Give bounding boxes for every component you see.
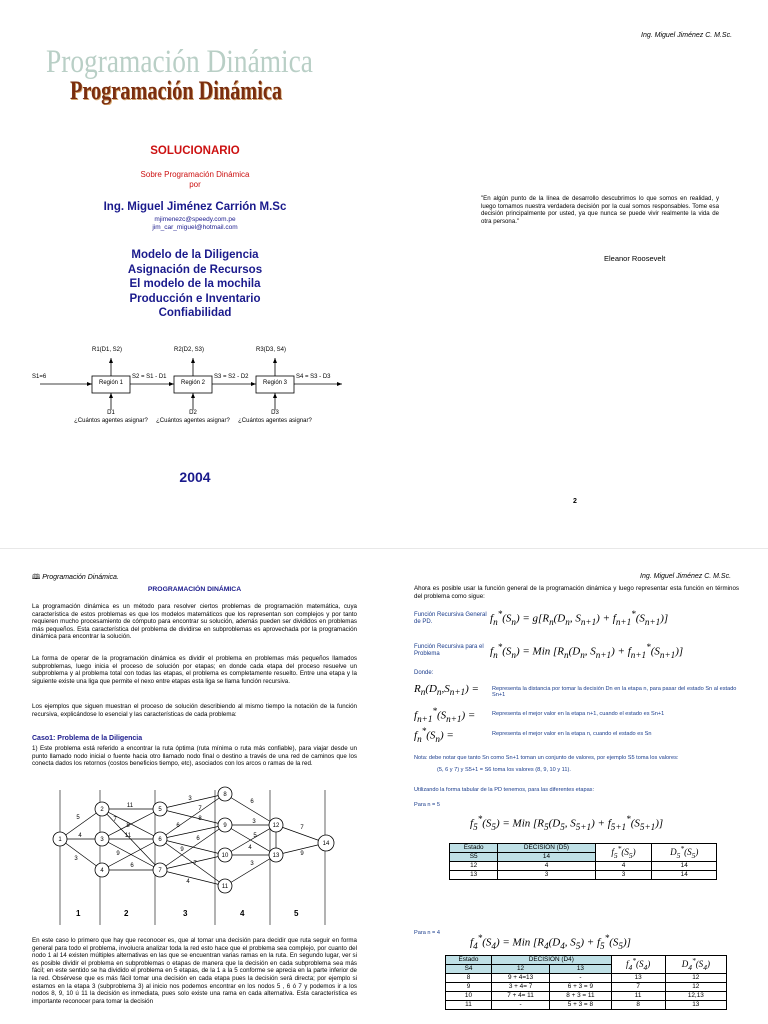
- arc-weight: 5: [76, 815, 80, 821]
- network-node: 12: [272, 823, 280, 829]
- symbol-f-next: $f_{n+1}^*(S_{n+1})$ =: [414, 706, 476, 724]
- region-box: Región 3: [262, 380, 288, 386]
- network-node: 7: [158, 868, 162, 874]
- page3-para2: La forma de operar de la programación dinámica es dividir el problema en problemas más pequeños llamados subproblemas, luego inicia el proceso de solución por etapas; en donde cada etapa del proceso resuelve un subproblema y al problema total con todas las etapas, el problema es completamente resuelto. Entre una etapa y la siguiente existe una liga que permite el nexo entre etapas esta liga se llama función recursiva.: [32, 655, 357, 685]
- cover-author: Ing. Miguel Jiménez Carrión M.Sc: [103, 201, 287, 213]
- network-node: 13: [272, 853, 280, 859]
- arc-weight: 6: [176, 823, 180, 829]
- th-decision: DECISION (D5): [498, 844, 595, 853]
- cover-year: 2004: [179, 469, 211, 485]
- return-label: R3(D3, S4): [256, 347, 287, 353]
- table-row: [446, 983, 727, 992]
- cell: 5 + 3 = 8: [550, 1001, 611, 1010]
- network-node: 5: [158, 807, 162, 813]
- tabular-intro: Utilizando la forma tabular de la PD tenemos, para las diferentes etapas:: [414, 787, 595, 793]
- arc-weight: 3: [188, 796, 192, 802]
- network-node: 2: [100, 807, 104, 813]
- cell: 12: [665, 983, 726, 992]
- decision-question: ¿Cuántos agentes asignar?: [156, 418, 230, 424]
- th-f4: $f_4^*(S_4)$: [611, 956, 665, 974]
- return-label: R2(D2, S3): [174, 347, 205, 353]
- arc-weight: 9: [300, 851, 304, 857]
- table-row: [450, 871, 717, 880]
- quote-text: "En algún punto de la línea de desarrollo descubrimos lo que somos en realidad, y luego tomamos nuestra verdadera decisión por la cual somos responsables. Tome esa decisión principalmente por usted, ya que nunca se puede vivir realmente la vida de otra persona.": [481, 195, 719, 225]
- stage-label: 2: [124, 909, 129, 918]
- initial-state-label: S1=6: [32, 374, 47, 380]
- cell: 11: [611, 992, 665, 1001]
- page4-intro: Ahora es posible usar la función general de la programación dinámica y luego representar esta función en términos del problema como sigue:: [414, 585, 739, 600]
- transition-label: S4 = S3 - D3: [296, 374, 331, 380]
- cell: 6 + 3 = 9: [550, 983, 611, 992]
- n4-label: Para n = 4: [414, 930, 440, 936]
- table-row: [446, 992, 727, 1001]
- arc-weight: 7: [198, 806, 202, 812]
- arc-weight: 3: [252, 819, 256, 825]
- th-col: 12: [491, 965, 549, 974]
- cell: 7 + 4= 11: [491, 992, 549, 1001]
- page3-heading: PROGRAMACIÓN DINÁMICA: [147, 586, 242, 593]
- arc-weight: 3: [74, 856, 78, 862]
- topic-item: Producción e Inventario: [129, 292, 261, 305]
- cell: 9 + 4=13: [491, 974, 549, 983]
- network-diagram: [30, 785, 350, 925]
- formula-problem: $f_n^*(S_n)$ = Min [$R_n(D_n$, $S_{n+1}) + f_{n+1}^*(S_{n+1})$]: [490, 642, 684, 660]
- topic-item: Confiabilidad: [158, 307, 232, 320]
- book-icon: 🕮: [32, 574, 41, 581]
- cell: 11: [446, 1001, 492, 1010]
- decision-label: D1: [107, 410, 115, 416]
- cell: 12,13: [665, 992, 726, 1001]
- network-node: 11: [221, 884, 229, 890]
- arc-weight: 6: [130, 863, 134, 869]
- th-decision-sub: 14: [498, 853, 595, 862]
- quote-author: Eleanor Roosevelt: [604, 254, 666, 263]
- transition-label: S2 = S1 - D1: [132, 374, 167, 380]
- n5-label: Para n = 5: [414, 802, 440, 808]
- decision-question: ¿Cuántos agentes asignar?: [238, 418, 312, 424]
- page4-header: Ing. Miguel Jiménez C. M.Sc.: [640, 573, 732, 580]
- cover-subtitle: Sobre Programación Dinámica: [140, 170, 250, 179]
- def-f-next: Representa el mejor valor en la etapa n+1, cuando el estado es Sn+1: [492, 711, 665, 717]
- table-row: [450, 862, 717, 871]
- th-d4: $D_4^*(S_4)$: [665, 956, 726, 974]
- cell: 13: [450, 871, 498, 880]
- decision-label: D2: [189, 410, 197, 416]
- cell: -: [550, 974, 611, 983]
- cell: 4: [498, 862, 595, 871]
- cell: 12: [665, 974, 726, 983]
- arc-weight: 8: [198, 816, 202, 822]
- page3-para1: La programación dinámica es un método para resolver ciertos problemas de programación matemática, cuya característica de estos problemas es que los modelos matemáticos que los representan son complejos y por tanto requieren mucho procesamiento de cómputo para encontrar su solución, además pueden ser divididos en problemas más pequeños. Esta característica del problema de dividirse en subproblemas es aprovechada por la programación dinámica para encontrar la solución.: [32, 603, 357, 641]
- table-n4: [445, 955, 727, 1010]
- topic-item: El modelo de la mochila: [129, 278, 261, 291]
- region-box: Región 2: [180, 380, 206, 386]
- def-f: Representa el mejor valor en la etapa n, cuando el estado es Sn: [492, 731, 652, 737]
- arc-weight: 4: [78, 833, 82, 839]
- cell: 3: [595, 871, 652, 880]
- label-problem-recursive: Función Recursiva para el Problema: [414, 644, 484, 657]
- th-d5: $D_5^*(S_5)$: [652, 844, 717, 862]
- page-number: 2: [573, 498, 577, 505]
- stage-label: 1: [76, 909, 81, 918]
- cell: 7: [611, 983, 665, 992]
- arc-weight: 8: [126, 823, 130, 829]
- arc-weight: 6: [196, 836, 200, 842]
- th-state-sub: S4: [446, 965, 492, 974]
- arc-weight: 7: [300, 825, 304, 831]
- logo-front-text: Programación Dinámica: [70, 76, 282, 105]
- network-node: 14: [322, 841, 330, 847]
- network-node: 9: [223, 823, 227, 829]
- th-decision: DECISION (D4): [491, 956, 611, 965]
- network-node: 4: [100, 868, 104, 874]
- topic-item: Asignación de Recursos: [127, 263, 263, 276]
- cell: 10: [446, 992, 492, 1001]
- network-node: 6: [158, 837, 162, 843]
- label-general-recursive: Función Recursiva General de PD.: [414, 612, 487, 625]
- th-state: Estado: [446, 956, 492, 965]
- th-f5: $f_5^*(S_5)$: [595, 844, 652, 862]
- arc-weight: 4: [186, 879, 190, 885]
- arc-weight: 9: [180, 847, 184, 853]
- cell: 3 + 4= 7: [491, 983, 549, 992]
- network-node: 8: [223, 792, 227, 798]
- cover-topic-list: [80, 248, 310, 321]
- def-r: Representa la distancia por tomar la decisión Dn en la etapa n, para pasar del estado Sn al estado Sn+1: [492, 686, 737, 698]
- arc-weight: 11: [124, 833, 132, 839]
- formula-n4: $f_4^*(S_4)$ = Min [$R_4(D_4$, $S_5) + f_5^*(S_5)$]: [470, 933, 631, 951]
- stage-label: 3: [183, 909, 188, 918]
- page-separator: [0, 548, 768, 549]
- th-col: 13: [550, 965, 611, 974]
- case1-title: Caso1: Problema de la Diligencia: [32, 735, 143, 742]
- cell: 9: [446, 983, 492, 992]
- cell: 12: [450, 862, 498, 871]
- network-graph: [30, 785, 350, 925]
- arc-weight: 7: [113, 817, 117, 823]
- symbol-f: $f_n^*(S_n)$ =: [414, 726, 454, 744]
- case1-text: 1) Este problema está referido a encontrar la ruta óptima (ruta mínima o ruta más confiable), para viajar desde un punto llamado nodo inicial o fuente hacia otro llamado nodo final o destino a través de una red de caminos que los conecta dados los retornos (costos beneficios tiempo, etc), asociados con los arcos o ramas de la red.: [32, 745, 357, 768]
- arc-weight: 3: [250, 861, 254, 867]
- network-node: 1: [58, 837, 62, 843]
- cell: 4: [595, 862, 652, 871]
- arc-weight: 7: [193, 861, 197, 867]
- note-line-2: (5, 6 y 7) y S5+1 = S6 toma los valores (8, 9, 10 y 11).: [437, 767, 571, 773]
- cover-header-author: Ing. Miguel Jiménez C. M.Sc.: [641, 32, 733, 39]
- note-line-1: Nota: debe notar que tanto Sn como Sn+1 toman un conjunto de valores, por ejemplo S5 toma los valores:: [414, 755, 679, 761]
- cover-email-2: jim_car_miguel@hotmail.com: [152, 224, 238, 231]
- donde-label: Donde:: [414, 670, 434, 676]
- arc-weight: 6: [250, 799, 254, 805]
- arc-weight: 4: [248, 845, 252, 851]
- stage-label: 5: [294, 909, 299, 918]
- stage-label: 4: [240, 909, 245, 918]
- cell: 3: [498, 871, 595, 880]
- cell: -: [491, 1001, 549, 1010]
- stage-diagram: [30, 340, 350, 440]
- topic-item: Modelo de la Diligencia: [131, 249, 259, 261]
- cover-email-1: mjimenezc@speedy.com.pe: [154, 216, 236, 223]
- region-box: Región 1: [98, 380, 124, 386]
- page3-header-title: Programación Dinámica.: [42, 574, 119, 581]
- table-row: [446, 1001, 727, 1010]
- table-row: [446, 974, 727, 983]
- arc-weight: 5: [253, 833, 257, 839]
- cell: 8 + 3 = 11: [550, 992, 611, 1001]
- th-state-sub: S5: [450, 853, 498, 862]
- cell: 13: [665, 1001, 726, 1010]
- symbol-r: $R_n(D_n,S_{n+1})$ =: [414, 683, 479, 698]
- cell: 14: [652, 871, 717, 880]
- formula-general: $f_n^*(S_n) = g[R_n(D_n$, $S_{n+1}) + f_{n+1}^*(S_{n+1})$]: [490, 609, 669, 627]
- cell: 14: [652, 862, 717, 871]
- table-n5: [449, 843, 717, 880]
- arc-weight: 9: [116, 851, 120, 857]
- decision-question: ¿Cuántos agentes asignar?: [74, 418, 148, 424]
- formula-n5: $f_5^*(S_5)$ = Min [$R_5(D_5$, $S_{5+1}) + f_{5+1}^*(S_{5+1})$]: [470, 814, 664, 832]
- logo-back-text: Programación Dinámica: [46, 44, 313, 80]
- network-node: 10: [221, 853, 229, 859]
- cell: 8: [446, 974, 492, 983]
- page3-para4: En este caso lo primero que hay que reconocer es, que al tomar una decisión para decidir que ruta seguir en forma general para todo el problema, involucra analizar toda la red esto hace que el problema sea complejo, por cuanto del nodo 1 al 14 existen múltiples alternativas en las que se encuentran varias ramas en la ruta. En segundo lugar, ver si es posible dividir el problema en subproblemas o etapas de manera que la decisión en cada subproblema sea más fácil; en este sentido se ha dividido el problema en 5 etapas, de la 1 a la 5 conforme se aprecia en la parte inferior de la red. Obsérvese que es más fácil tomar una decisión en cada etapa pues la decisión será directa; por ejemplo si estamos en la etapa 3 (subproblema 3) al inicio nos podemos encontrar en los nodos 5 , 6 ó 7 y podemos ir a los nodos 8, 9, 10 ú 11 la decisión es inmediata, pues solo existe una rama en cada alternativa. Esta característica es importante reconocer para tomar la decisión: [32, 937, 357, 1005]
- network-node: 3: [100, 837, 104, 843]
- return-label: R1(D1, S2): [92, 347, 123, 353]
- cover-title: SOLUCIONARIO: [150, 145, 240, 157]
- page3-para3: Los ejemplos que siguen muestran el proceso de solución describiendo al mismo tiempo la notación de la función recursiva, explicándose lo esencial y las características de cada problema:: [32, 703, 357, 718]
- arc-weight: 11: [126, 803, 134, 809]
- decision-label: D3: [271, 410, 279, 416]
- transition-label: S3 = S2 - D2: [214, 374, 249, 380]
- th-state: Estado: [450, 844, 498, 853]
- cell: 13: [611, 974, 665, 983]
- page3-header-left: [32, 573, 119, 584]
- cell: 8: [611, 1001, 665, 1010]
- cover-subtitle-por: por: [189, 180, 201, 189]
